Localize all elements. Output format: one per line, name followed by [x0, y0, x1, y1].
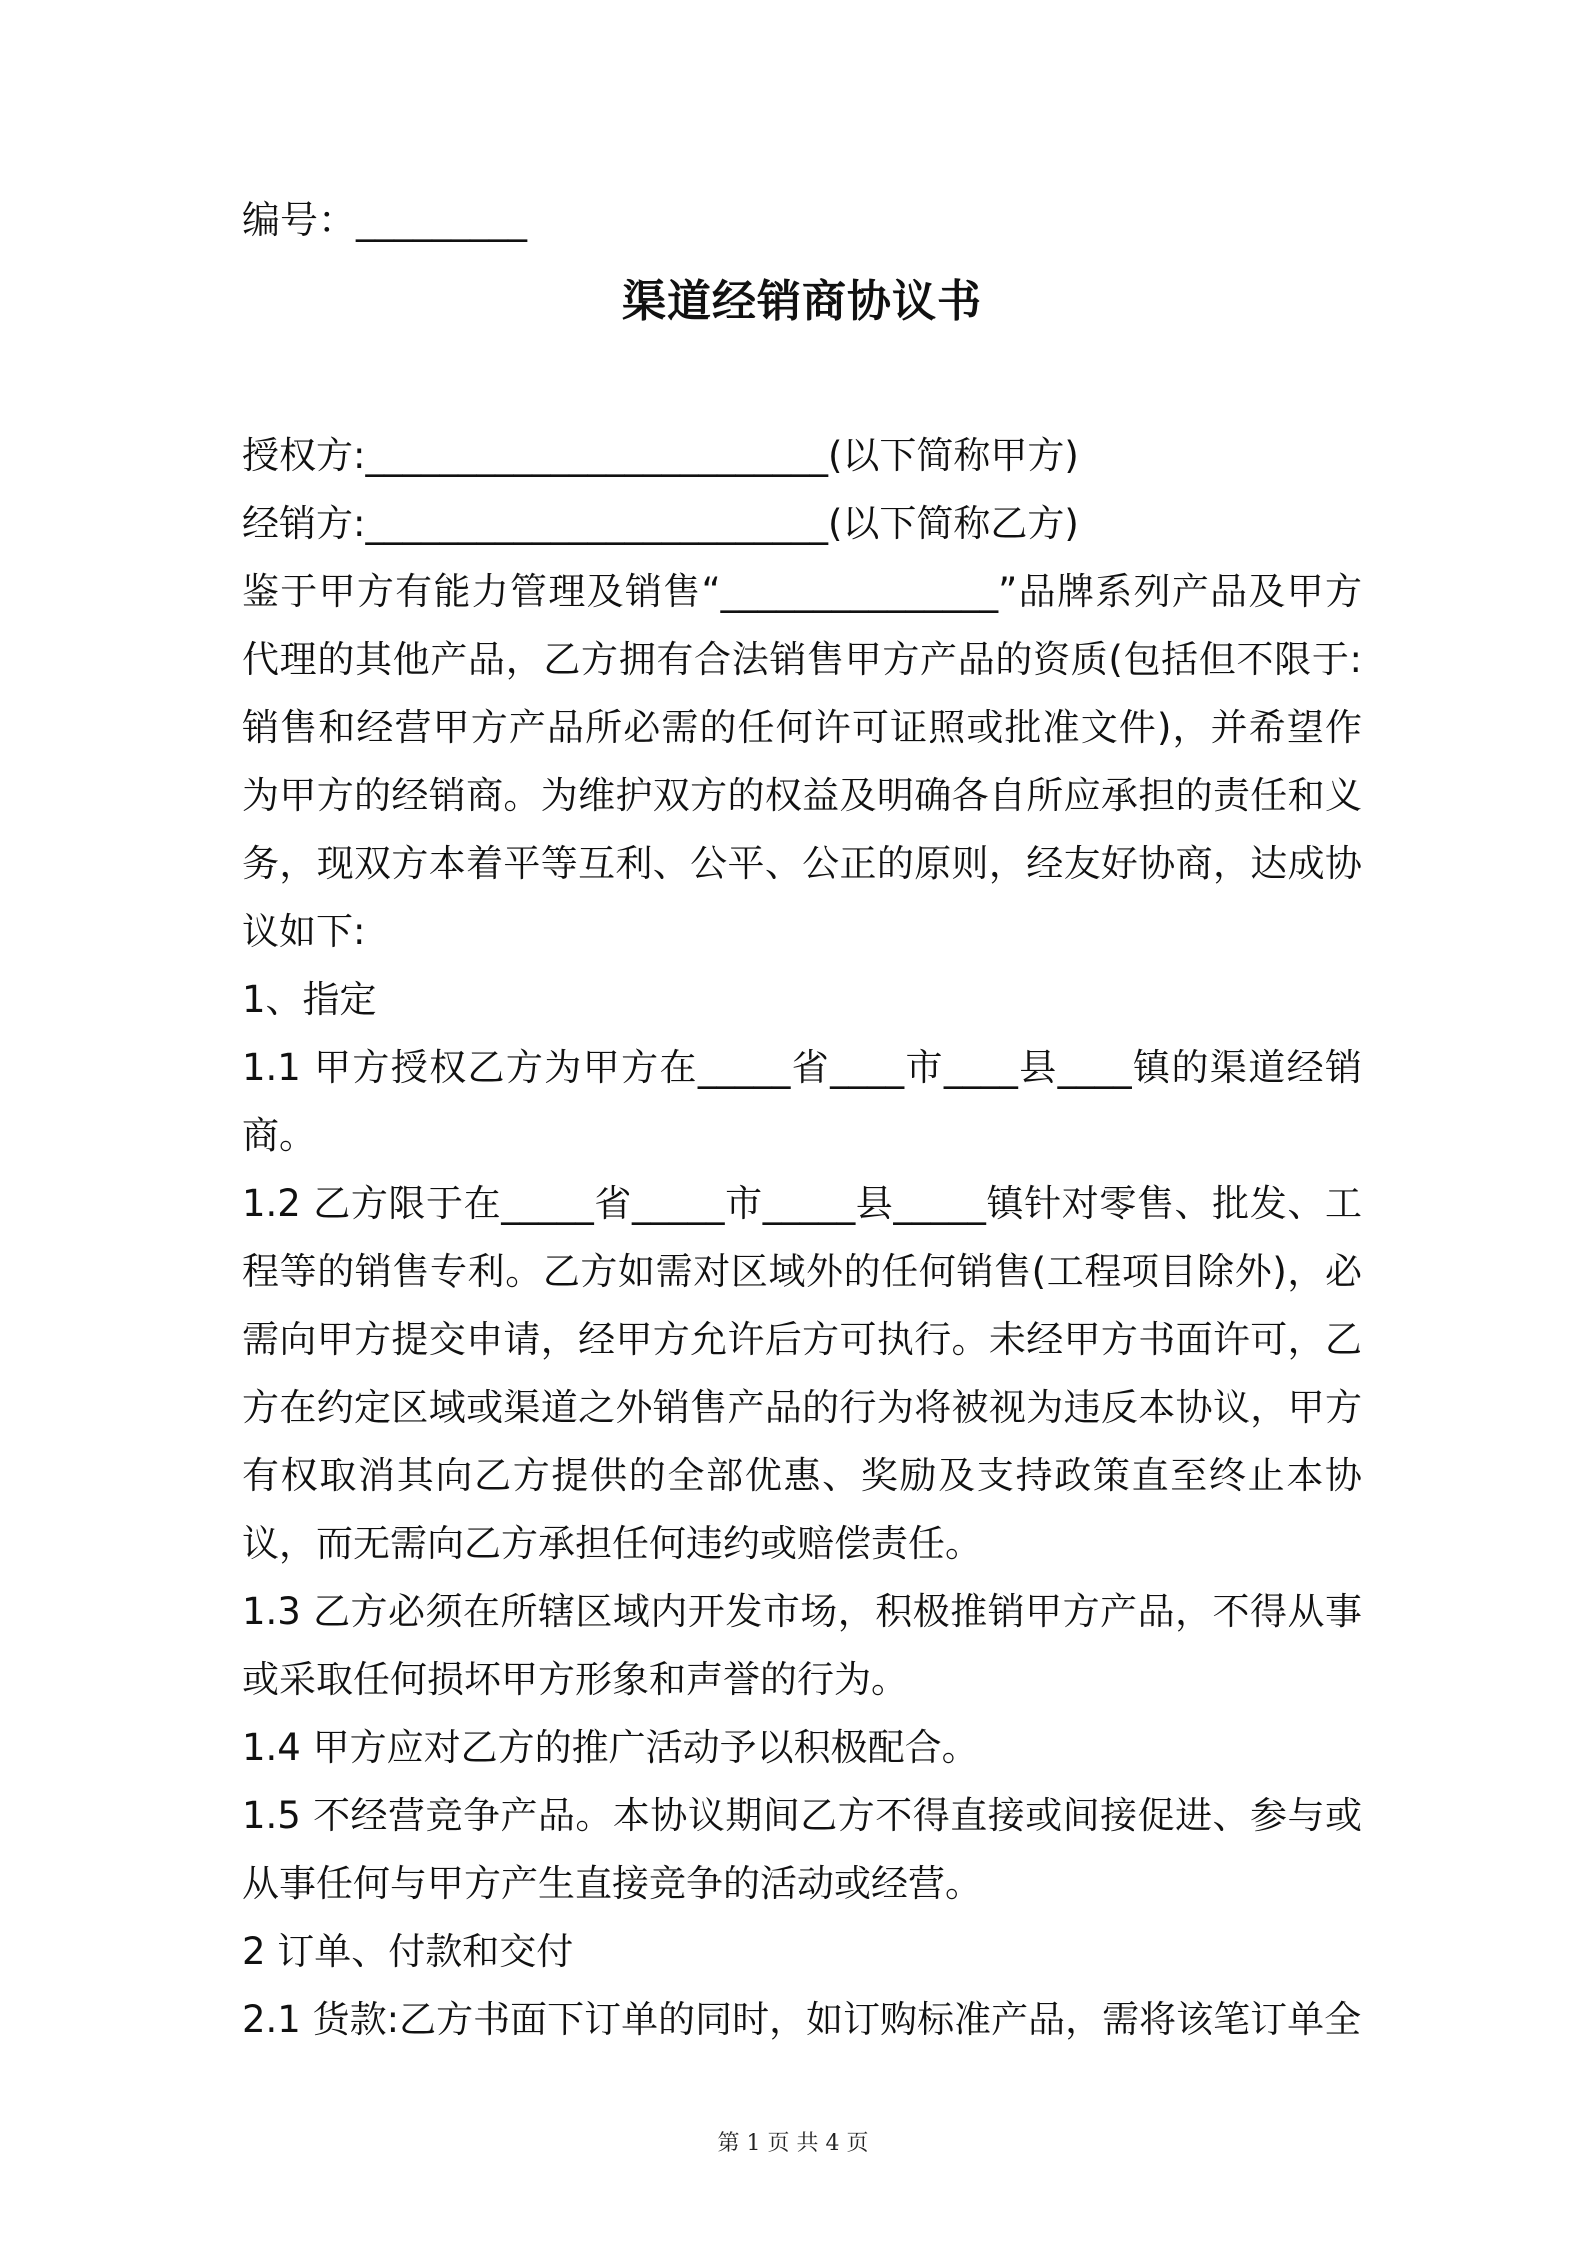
document-body	[242, 422, 1362, 2054]
clause-paragraph: 1.3 乙方必须在所辖区域内开发市场，积极推销甲方产品，不得从事或采取任何损坏甲方形象和声誉的行为。	[242, 1590, 1362, 1701]
clause-paragraph: 2.1 货款:乙方书面下订单的同时，如订购标准产品，需将该笔订单全	[242, 1998, 1362, 2041]
clause-paragraph: 1.5 不经营竞争产品。本协议期间乙方不得直接或间接促进、参与或从事任何与甲方产生直接竞争的活动或经营。	[242, 1794, 1362, 1905]
party-a-line: 授权方:_________________________(以下简称甲方)	[242, 434, 1079, 477]
clause-paragraph: 1.2 乙方限于在_____省_____市_____县_____镇针对零售、批发、工程等的销售专利。乙方如需对区域外的任何销售(工程项目除外)，必需向甲方提交申请，经甲方允许后方可执行。未经甲方书面许可，乙方在约定区域或渠道之外销售产品的行为将被视为违反本协议，甲方有权取消其向乙方提供的全部优惠、奖励及支持政策直至终止本协议，而无需向乙方承担任何违约或赔偿责任。	[242, 1182, 1362, 1565]
serial-number: 编号：_________	[242, 198, 528, 242]
document-title: 渠道经销商协议书	[622, 276, 982, 327]
section-heading: 2 订单、付款和交付	[242, 1930, 574, 1973]
preamble-paragraph: 鉴于甲方有能力管理及销售“_______________”品牌系列产品及甲方代理的其他产品，乙方拥有合法销售甲方产品的资质(包括但不限于:销售和经营甲方产品所必需的任何许可证照或批准文件)，并希望作为甲方的经销商。为维护双方的权益及明确各自所应承担的责任和义务，现双方本着平等互利、公平、公正的原则，经友好协商，达成协议如下:	[242, 570, 1362, 953]
section-heading: 1、指定	[242, 978, 377, 1021]
clause-paragraph: 1.1 甲方授权乙方为甲方在_____省____市____县____镇的渠道经销商。	[242, 1046, 1362, 1157]
page-footer: 第 1 页 共 4 页	[717, 2131, 869, 2156]
clause-paragraph: 1.4 甲方应对乙方的推广活动予以积极配合。	[242, 1726, 979, 1769]
document-content	[242, 186, 1362, 2054]
party-b-line: 经销方:_________________________(以下简称乙方)	[242, 502, 1079, 545]
